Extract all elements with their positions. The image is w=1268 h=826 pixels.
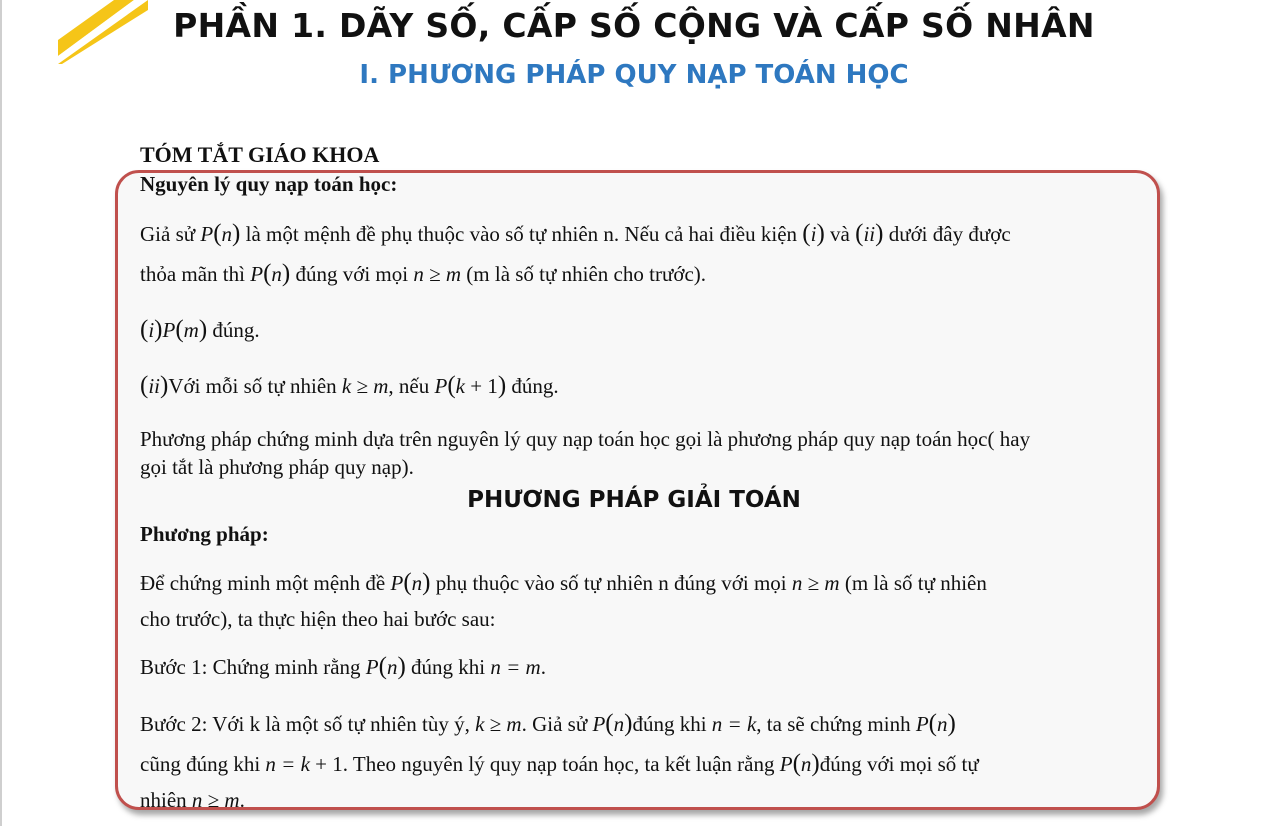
section-subtitle: I. PHƯƠNG PHÁP QUY NẠP TOÁN HỌC — [359, 60, 909, 90]
solving-method-title: PHƯƠNG PHÁP GIẢI TOÁN — [467, 487, 801, 513]
step-2-line-1: Bước 2: Với k là một số tự nhiên tùy ý, k ≥ m. Giả sử P(n)đúng khi n = k, ta sẽ chứng minh P(n) — [140, 710, 956, 737]
condition-i: (i)P(m) đúng. — [140, 316, 260, 343]
page-title: PHẦN 1. DÃY SỐ, CẤP SỐ CỘNG VÀ CẤP SỐ NHÂN — [173, 6, 1095, 45]
principle-line-1: Giả sử P(n) là một mệnh đề phụ thuộc vào số tự nhiên n. Nếu cả hai điều kiện (i) và (ii) dưới đây được — [140, 220, 1011, 247]
method-line-1: Để chứng minh một mệnh đề P(n) phụ thuộc vào số tự nhiên n đúng với mọi n ≥ m (m là số tự nhiên — [140, 569, 987, 596]
method-heading: Phương pháp: — [140, 522, 269, 546]
step-2-line-2: cũng đúng khi n = k + 1. Theo nguyên lý quy nạp toán học, ta kết luận rằng P(n)đúng với mọi số tự — [140, 750, 979, 777]
condition-ii: (ii)Với mỗi số tự nhiên k ≥ m, nếu P(k + 1) đúng. — [140, 372, 559, 399]
step-1: Bước 1: Chứng minh rằng P(n) đúng khi n = m. — [140, 653, 546, 680]
principle-line-2: thỏa mãn thì P(n) đúng với mọi n ≥ m (m là số tự nhiên cho trước). — [140, 260, 707, 287]
summary-heading: TÓM TẮT GIÁO KHOA — [140, 142, 380, 167]
step-2-line-3: nhiên n ≥ m. — [140, 788, 245, 812]
method-definition-line-1: Phương pháp chứng minh dựa trên nguyên lý quy nạp toán học gọi là phương pháp quy nạp toán học( hay — [140, 427, 1031, 451]
principle-heading: Nguyên lý quy nạp toán học: — [140, 172, 398, 196]
method-definition-line-2: gọi tắt là phương pháp quy nạp). — [140, 455, 414, 479]
page-left-edge — [0, 0, 2, 826]
method-line-2: cho trước), ta thực hiện theo hai bước sau: — [140, 607, 496, 631]
